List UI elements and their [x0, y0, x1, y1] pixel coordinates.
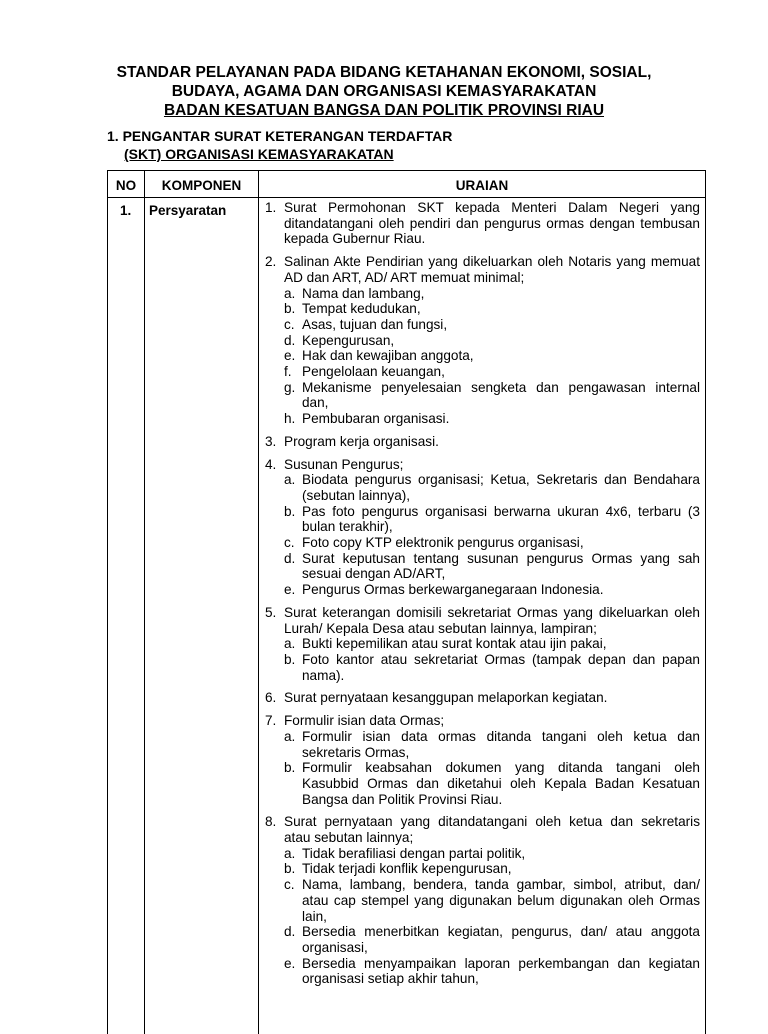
requirement-number: 7.	[265, 713, 277, 729]
subitem-letter: b.	[284, 760, 296, 776]
requirement-subitem	[284, 364, 700, 380]
header-uraian: URAIAN	[455, 178, 509, 193]
requirement-number: 3.	[265, 433, 277, 449]
requirement-subitem	[284, 877, 700, 924]
requirement-subitem	[284, 636, 700, 652]
subitem-letter: a.	[284, 285, 296, 301]
document-title-line-2: BUDAYA, AGAMA DAN ORGANISASI KEMASYARAKATAN	[171, 83, 597, 100]
requirement-subitem	[284, 504, 700, 535]
subitem-text: Tempat kedudukan,	[302, 301, 421, 317]
document-title-line-1: STANDAR PELAYANAN PADA BIDANG KETAHANAN EKONOMI, SOSIAL,	[116, 64, 652, 81]
requirement-subitem	[284, 317, 700, 333]
subitem-text: Nama dan lambang,	[302, 285, 425, 301]
requirement-subitem	[284, 472, 700, 503]
subitem-text: Kepengurusan,	[302, 332, 395, 348]
subitem-letter: b.	[284, 301, 296, 317]
requirement-text: Surat pernyataan kesanggupan melaporkan kegiatan.	[284, 690, 608, 706]
requirement-subitem	[284, 551, 700, 582]
requirement-subitem	[284, 411, 700, 427]
requirement-item	[265, 713, 700, 807]
subitem-text: Foto copy KTP elektronik pengurus organisasi,	[302, 535, 584, 551]
requirement-text: Surat keterangan domisili sekretariat Ormas yang dikeluarkan oleh Lurah/ Kepala Desa atau sebutan lainnya, lampiran;	[284, 604, 700, 636]
requirement-text: Formulir isian data Ormas;	[284, 713, 445, 729]
requirement-subitem	[284, 286, 700, 302]
requirement-text: Salinan Akte Pendirian yang dikeluarkan oleh Notaris yang memuat AD dan ART, AD/ ART memuat minimal;	[284, 254, 700, 285]
requirement-subitem	[284, 846, 700, 862]
requirements-table	[107, 170, 706, 1034]
subitem-letter: d.	[284, 332, 296, 348]
subitem-text: Pas foto pengurus organisasi berwarna ukuran 4x6, terbaru (3 bulan terakhir),	[302, 503, 700, 535]
requirement-number: 8.	[265, 814, 277, 830]
subitem-text: Pengelolaan keuangan,	[302, 364, 445, 380]
subitem-letter: c.	[284, 316, 295, 332]
header-komponen: KOMPONEN	[161, 178, 242, 193]
requirements-list	[265, 200, 700, 994]
subitem-text: Hak dan kewajiban anggota,	[302, 348, 474, 364]
requirement-number: 4.	[265, 456, 277, 472]
requirement-number: 1.	[265, 200, 277, 215]
subitem-text: Formulir keabsahan dokumen yang ditanda tangani oleh Kasubbid Ormas dan diketahui oleh Kepala Badan Kesatuan Bangsa dan Politik Provinsi Riau.	[302, 760, 700, 807]
subitem-letter: b.	[284, 503, 296, 519]
header-no: NO	[115, 178, 137, 193]
column-divider	[144, 171, 145, 1034]
subitem-letter: e.	[284, 582, 296, 598]
requirement-item	[265, 457, 700, 598]
requirement-subitem	[284, 956, 700, 987]
subitem-letter: b.	[284, 861, 296, 877]
subitem-text: Bersedia menerbitkan kegiatan, pengurus, dan/ atau anggota organisasi,	[302, 924, 700, 955]
row-number: 1.	[120, 203, 132, 218]
subitem-letter: a.	[284, 636, 296, 652]
requirement-subitem	[284, 729, 700, 760]
subitem-text: Bukti kepemilikan atau surat kontak atau ijin pakai,	[302, 636, 607, 652]
subitem-text: Surat keputusan tentang susunan pengurus Ormas yang sah sesuai dengan AD/ART,	[302, 550, 700, 582]
requirement-subitem	[284, 582, 700, 598]
requirement-item	[265, 605, 700, 684]
subitem-letter: b.	[284, 651, 296, 667]
requirement-item	[265, 434, 700, 450]
subitem-text: Asas, tujuan dan fungsi,	[302, 316, 448, 332]
requirement-item	[265, 200, 700, 247]
column-divider	[258, 171, 259, 1034]
subitem-letter: e.	[284, 955, 296, 971]
requirement-item	[265, 254, 700, 427]
requirement-subitem	[284, 348, 700, 364]
requirement-text: Surat pernyataan yang ditandatangani oleh ketua dan sekretaris atau sebutan lainnya;	[284, 814, 700, 846]
requirement-text: Susunan Pengurus;	[284, 456, 404, 472]
requirement-subitem	[284, 861, 700, 877]
subitem-letter: e.	[284, 348, 296, 364]
requirement-item	[265, 814, 700, 987]
subitem-letter: h.	[284, 411, 296, 427]
subitem-text: Tidak berafiliasi dengan partai politik,	[302, 845, 526, 861]
subitem-text: Pengurus Ormas berkewarganegaraan Indonesia.	[302, 582, 604, 598]
subitem-letter: f.	[284, 364, 292, 380]
requirement-number: 6.	[265, 690, 277, 706]
requirement-item	[265, 690, 700, 706]
row-component: Persyaratan	[149, 203, 227, 218]
requirement-subitem	[284, 333, 700, 349]
subitem-letter: a.	[284, 728, 296, 744]
subitem-text: Bersedia menyampaikan laporan perkembangan dan kegiatan organisasi setiap akhir tahun,	[302, 955, 700, 987]
document-title-line-3: BADAN KESATUAN BANGSA DAN POLITIK PROVINSI RIAU	[163, 102, 605, 119]
subitem-text: Pembubaran organisasi.	[302, 411, 450, 427]
requirement-text: Program kerja organisasi.	[284, 433, 439, 449]
requirement-subitem	[284, 652, 700, 683]
subitem-letter: c.	[284, 535, 295, 551]
requirement-number: 5.	[265, 604, 277, 620]
subitem-text: Mekanisme penyelesaian sengketa dan pengawasan internal dan,	[302, 379, 700, 411]
requirement-subitem	[284, 380, 700, 411]
requirement-number: 2.	[265, 254, 277, 270]
subitem-letter: a.	[284, 472, 296, 488]
subitem-letter: a.	[284, 845, 296, 861]
subitem-text: Biodata pengurus organisasi; Ketua, Sekretaris dan Bendahara (sebutan lainnya),	[302, 472, 700, 503]
requirement-subitem	[284, 760, 700, 807]
subitem-letter: d.	[284, 924, 296, 940]
subitem-text: Foto kantor atau sekretariat Ormas (tampak depan dan papan nama).	[302, 651, 700, 683]
subitem-text: Formulir isian data ormas ditanda tangani oleh ketua dan sekretaris Ormas,	[302, 728, 700, 760]
subitem-text: Tidak terjadi konflik kepengurusan,	[302, 861, 512, 877]
requirement-text: Surat Permohonan SKT kepada Menteri Dalam Negeri yang ditandatangani oleh pendiri dan pengurus ormas dengan tembusan kepada Gubernur Riau.	[284, 200, 700, 247]
section-heading: 1. PENGANTAR SURAT KETERANGAN TERDAFTAR	[107, 128, 453, 144]
subitem-letter: d.	[284, 550, 296, 566]
subitem-text: Nama, lambang, bendera, tanda gambar, simbol, atribut, dan/ atau cap stempel yang digunakan belum digunakan oleh Ormas lain,	[302, 877, 700, 924]
requirement-subitem	[284, 924, 700, 955]
subitem-letter: g.	[284, 379, 296, 395]
requirement-subitem	[284, 535, 700, 551]
requirement-subitem	[284, 301, 700, 317]
section-subheading: (SKT) ORGANISASI KEMASYARAKATAN	[124, 146, 394, 162]
subitem-letter: c.	[284, 877, 295, 893]
